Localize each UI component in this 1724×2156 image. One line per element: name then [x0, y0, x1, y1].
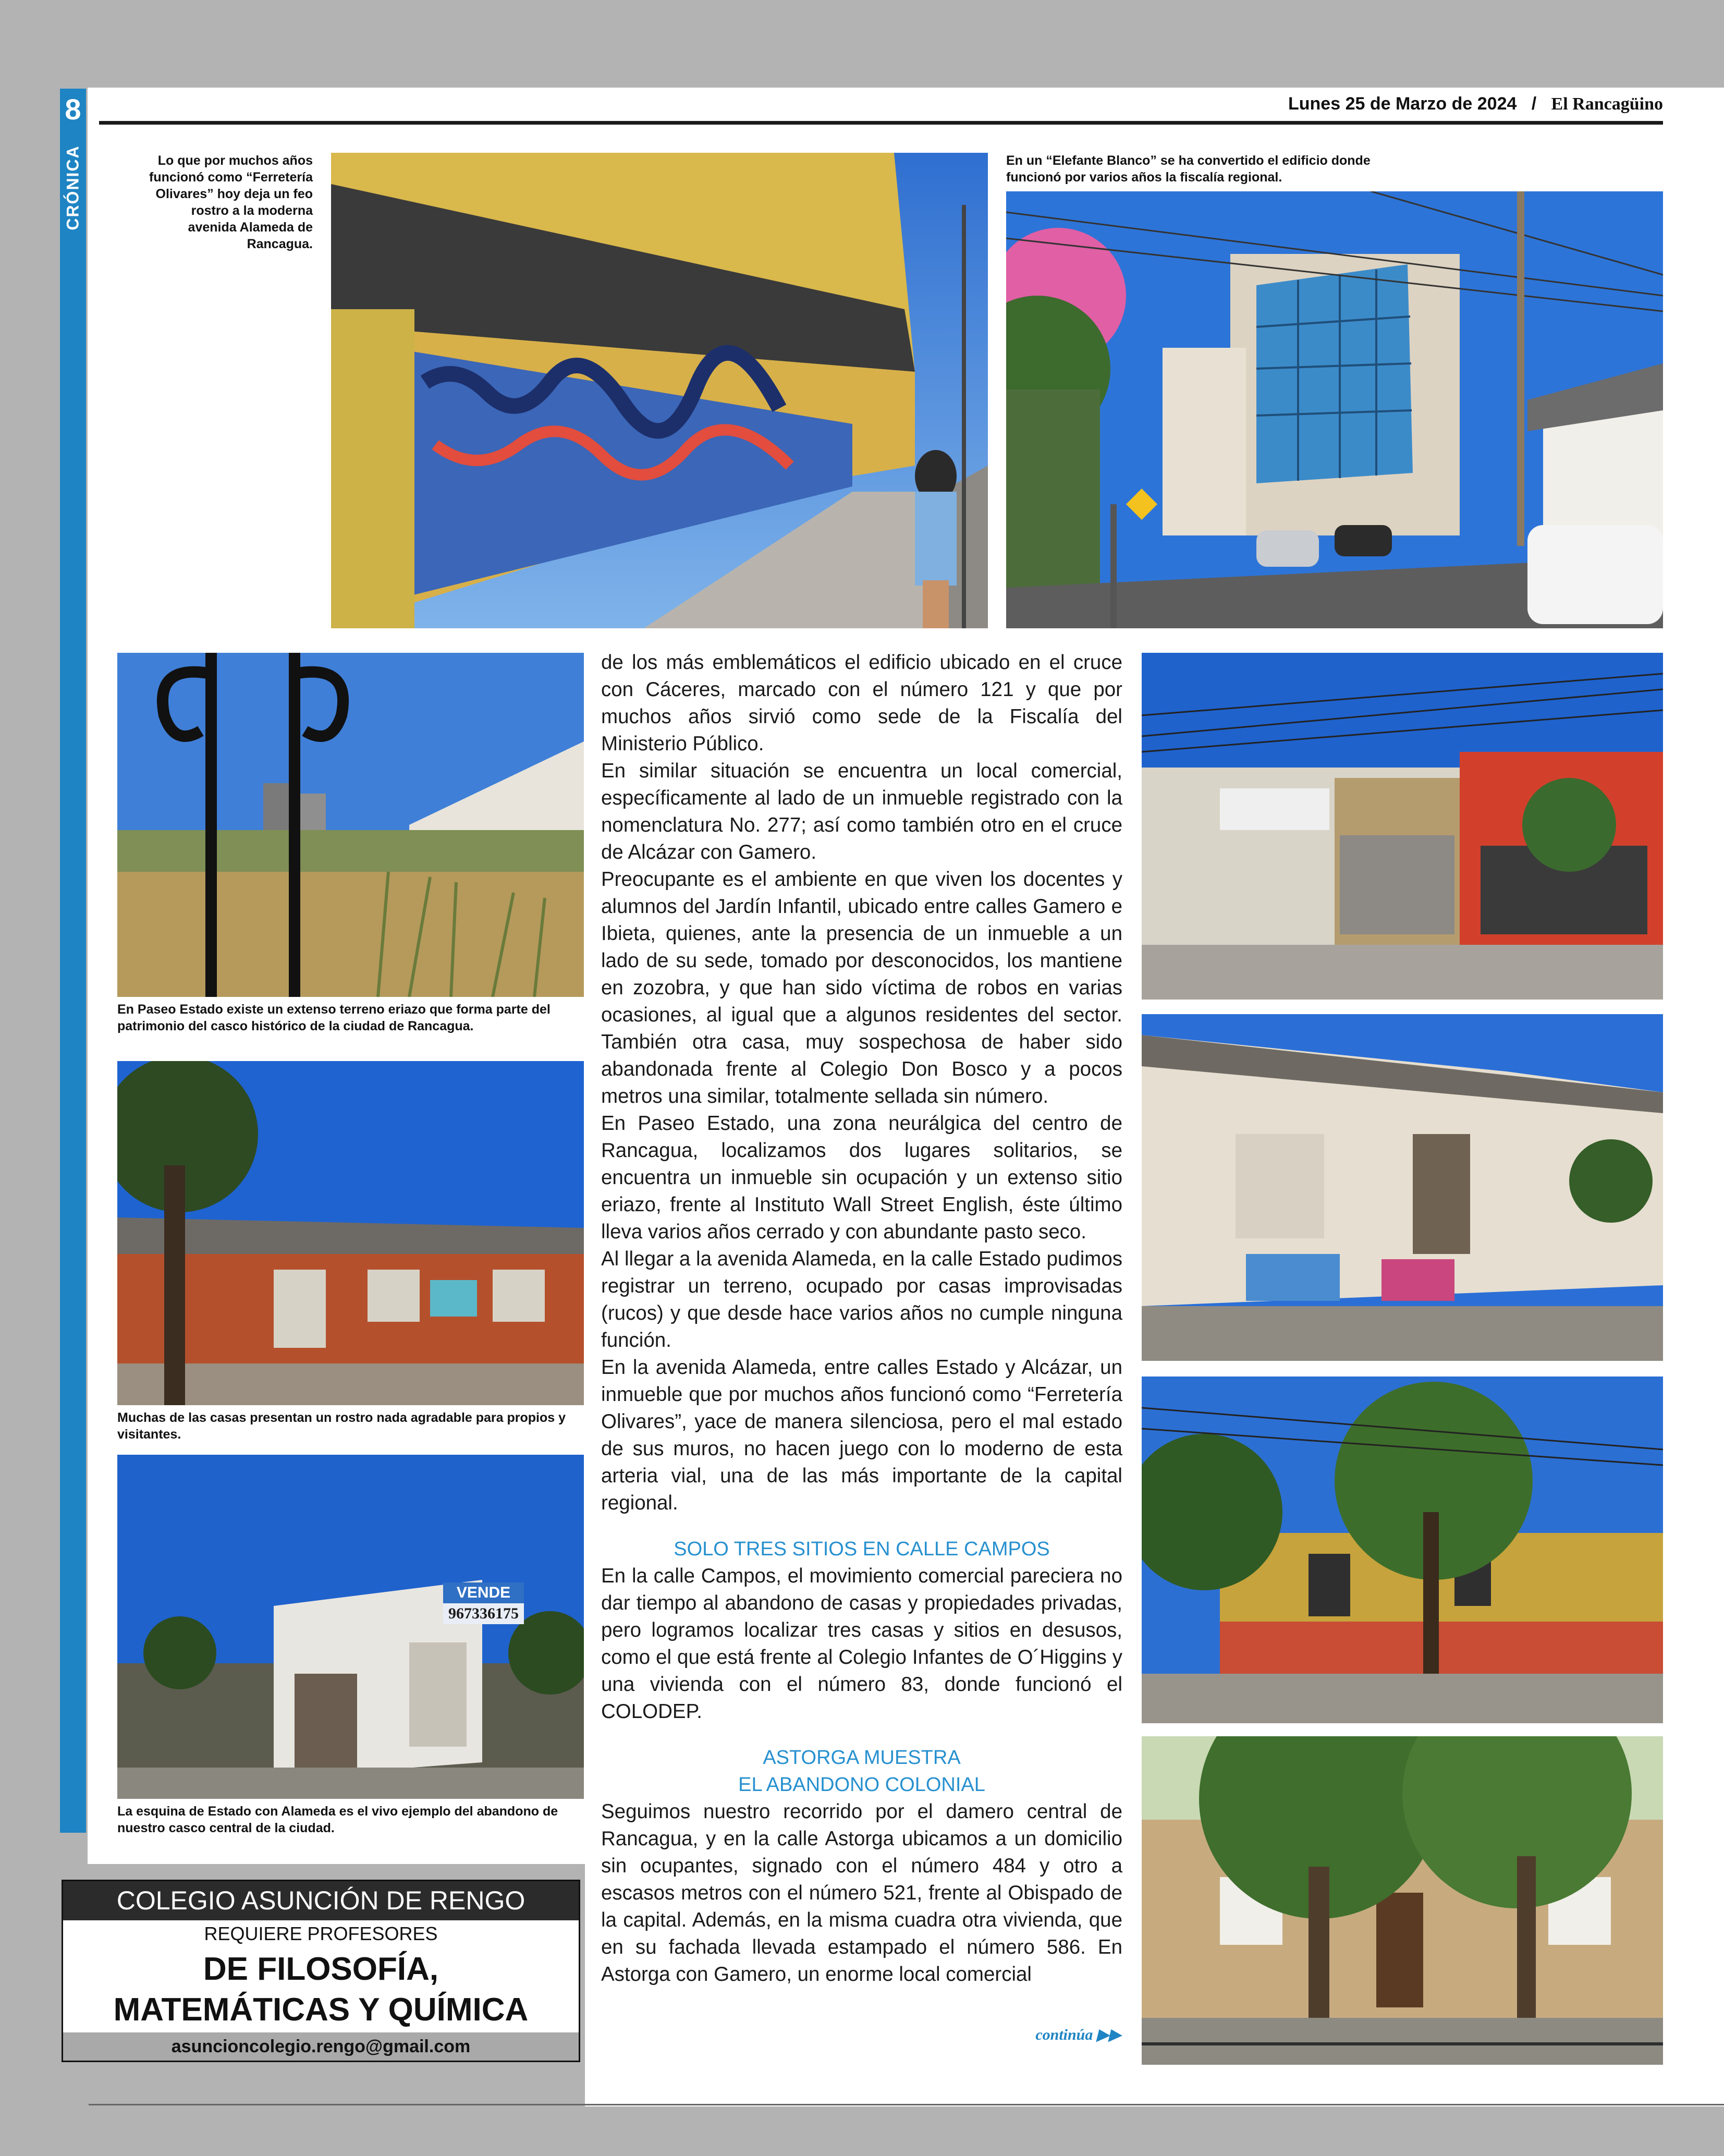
photo-casa-graffiti — [1142, 1014, 1663, 1361]
photo-calle-astorga — [1142, 1736, 1663, 2065]
ad-title: COLEGIO ASUNCIÓN DE RENGO — [63, 1881, 579, 1920]
photo-casas-abandonadas — [117, 1061, 584, 1405]
ad-main-text: DE FILOSOFÍA, MATEMÁTICAS Y QUÍMICA — [113, 1951, 529, 2028]
publication-name: El Rancagüino — [1551, 94, 1663, 114]
article-paragraph: Preocupante es el ambiente en que viven los docentes y alumnos del Jardín Infantil, ubicado entre calles Gamero e Ibieta, quienes, ante la presencia de un inmueble a un lado de su sede, tomado por desconocidos, los mantiene en zozobra, y que han sido víctima de robos en varias ocasiones, al igual que a algunos residentes del sector. También otra casa, muy sospechosa de haber sido abandonada frente al Colegio Don Bosco y a pocos metros una similar, totalmente sellada sin número. — [601, 868, 1122, 1107]
section-stripe — [60, 89, 86, 1833]
article-paragraph: En la calle Campos, el movimiento comercial pareciera no dar tiempo al abandono de casas y propiedades privadas, pero logramos localizar tres casas y sitios en desusos, como el que está frente al Colegio Infantes de O´Higgins y una vivienda con el número 83, donde funcionó el COLODEP. — [601, 1565, 1122, 1723]
sale-sign-phone: 967336175 — [448, 1605, 519, 1622]
subhead-calle-campos: SOLO TRES SITIOS EN CALLE CAMPOS — [674, 1538, 1050, 1560]
photo-esquina-estado-alameda — [117, 1455, 584, 1799]
section-label: CRÓNICA — [63, 145, 82, 230]
ad-email[interactable]: asuncioncolegio.rengo@gmail.com — [63, 2032, 579, 2061]
caption-esquina: La esquina de Estado con Alameda es el vivo ejemplo del abandono de nuestro casco central de la ciudad. — [117, 1804, 558, 1835]
article-paragraph: En similar situación se encuentra un local comercial, específicamente al lado de un inmueble registrado con la nomenclatura No. 277; así como también otro en el cruce de Alcázar con Gamero. — [601, 760, 1122, 863]
ad-subtitle: REQUIERE PROFESORES — [204, 1923, 438, 1944]
bottom-rule — [89, 2104, 1724, 2105]
photo-elefante-blanco — [1006, 191, 1663, 628]
issue-date: Lunes 25 de Marzo de 2024 — [1288, 94, 1517, 114]
photo-ferreteria-olivares — [331, 153, 988, 628]
caption-casas: Muchas de las casas presentan un rostro nada agradable para propios y visitantes. — [117, 1410, 566, 1442]
subhead-astorga: ASTORGA MUESTRA EL ABANDONO COLONIAL — [738, 1747, 985, 1796]
photo-local-comercial — [1142, 653, 1663, 1000]
article-paragraph: En Paseo Estado, una zona neurálgica del centro de Rancagua, localizamos dos lugares solitarios, se encuentra un inmueble sin ocupación y un extenso sitio eriazo, frente al Instituto Wall Street English, éste último lleva varios años cerrado y con abundante pasto seco. — [601, 1112, 1122, 1243]
sale-sign-label: VENDE — [456, 1584, 511, 1601]
continued-link[interactable]: continúa ▶▶ — [1035, 2026, 1121, 2043]
caption-paseo-estado: En Paseo Estado existe un extenso terreno eriazo que forma parte del patrimonio del casco histórico de la ciudad de Rancagua. — [117, 1002, 551, 1033]
caption-elefante-blanco: En un “Elefante Blanco” se ha convertido el edificio donde funcionó por varios años la fiscalía regional. — [1006, 153, 1371, 185]
page-number: 8 — [65, 93, 81, 126]
article-paragraph: En la avenida Alameda, entre calles Estado y Alcázar, un inmueble que por muchos años funcionó como “Ferretería Olivares”, yace de manera silenciosa, pero el mal estado de sus muros, no hacen juego con lo moderno de esta arteria vial, una de las más importante de la capital regional. — [601, 1356, 1122, 1514]
caption-ferreteria: Lo que por muchos años funcionó como “Ferretería Olivares” hoy deja un feo rostro a la moderna avenida Alameda de Rancagua. — [149, 153, 313, 251]
photo-calle-campos — [1142, 1377, 1663, 1723]
ad-colegio-asuncion — [62, 1880, 580, 2062]
header-separator: / — [1531, 94, 1537, 114]
header-dateline — [1199, 94, 1663, 120]
header-rule — [99, 121, 1663, 125]
article-body — [601, 649, 1122, 1994]
article-paragraph: Seguimos nuestro recorrido por el damero central de Rancagua, y en la calle Astorga ubicamos a un domicilio sin ocupantes, signado con el número 484 y otro a escasos metros con el número 521, frente al Obispado de la capital. Además, en la misma cuadra otra vivienda, que en su fachada llevada estampado el número 586. En Astorga con Gamero, un enorme local comercial — [601, 1800, 1122, 1986]
article-paragraph: Al llegar a la avenida Alameda, en la calle Estado pudimos registrar un terreno, ocupado por casas improvisadas (rucos) y que desde hace varios años no cumple ninguna función. — [601, 1248, 1122, 1351]
photo-paseo-estado-terreno — [117, 653, 584, 997]
article-paragraph: de los más emblemáticos el edificio ubicado en el cruce con Cáceres, marcado con el número 121 y que por muchos años sirvió como sede de la Fiscalía del Ministerio Público. — [601, 651, 1122, 755]
